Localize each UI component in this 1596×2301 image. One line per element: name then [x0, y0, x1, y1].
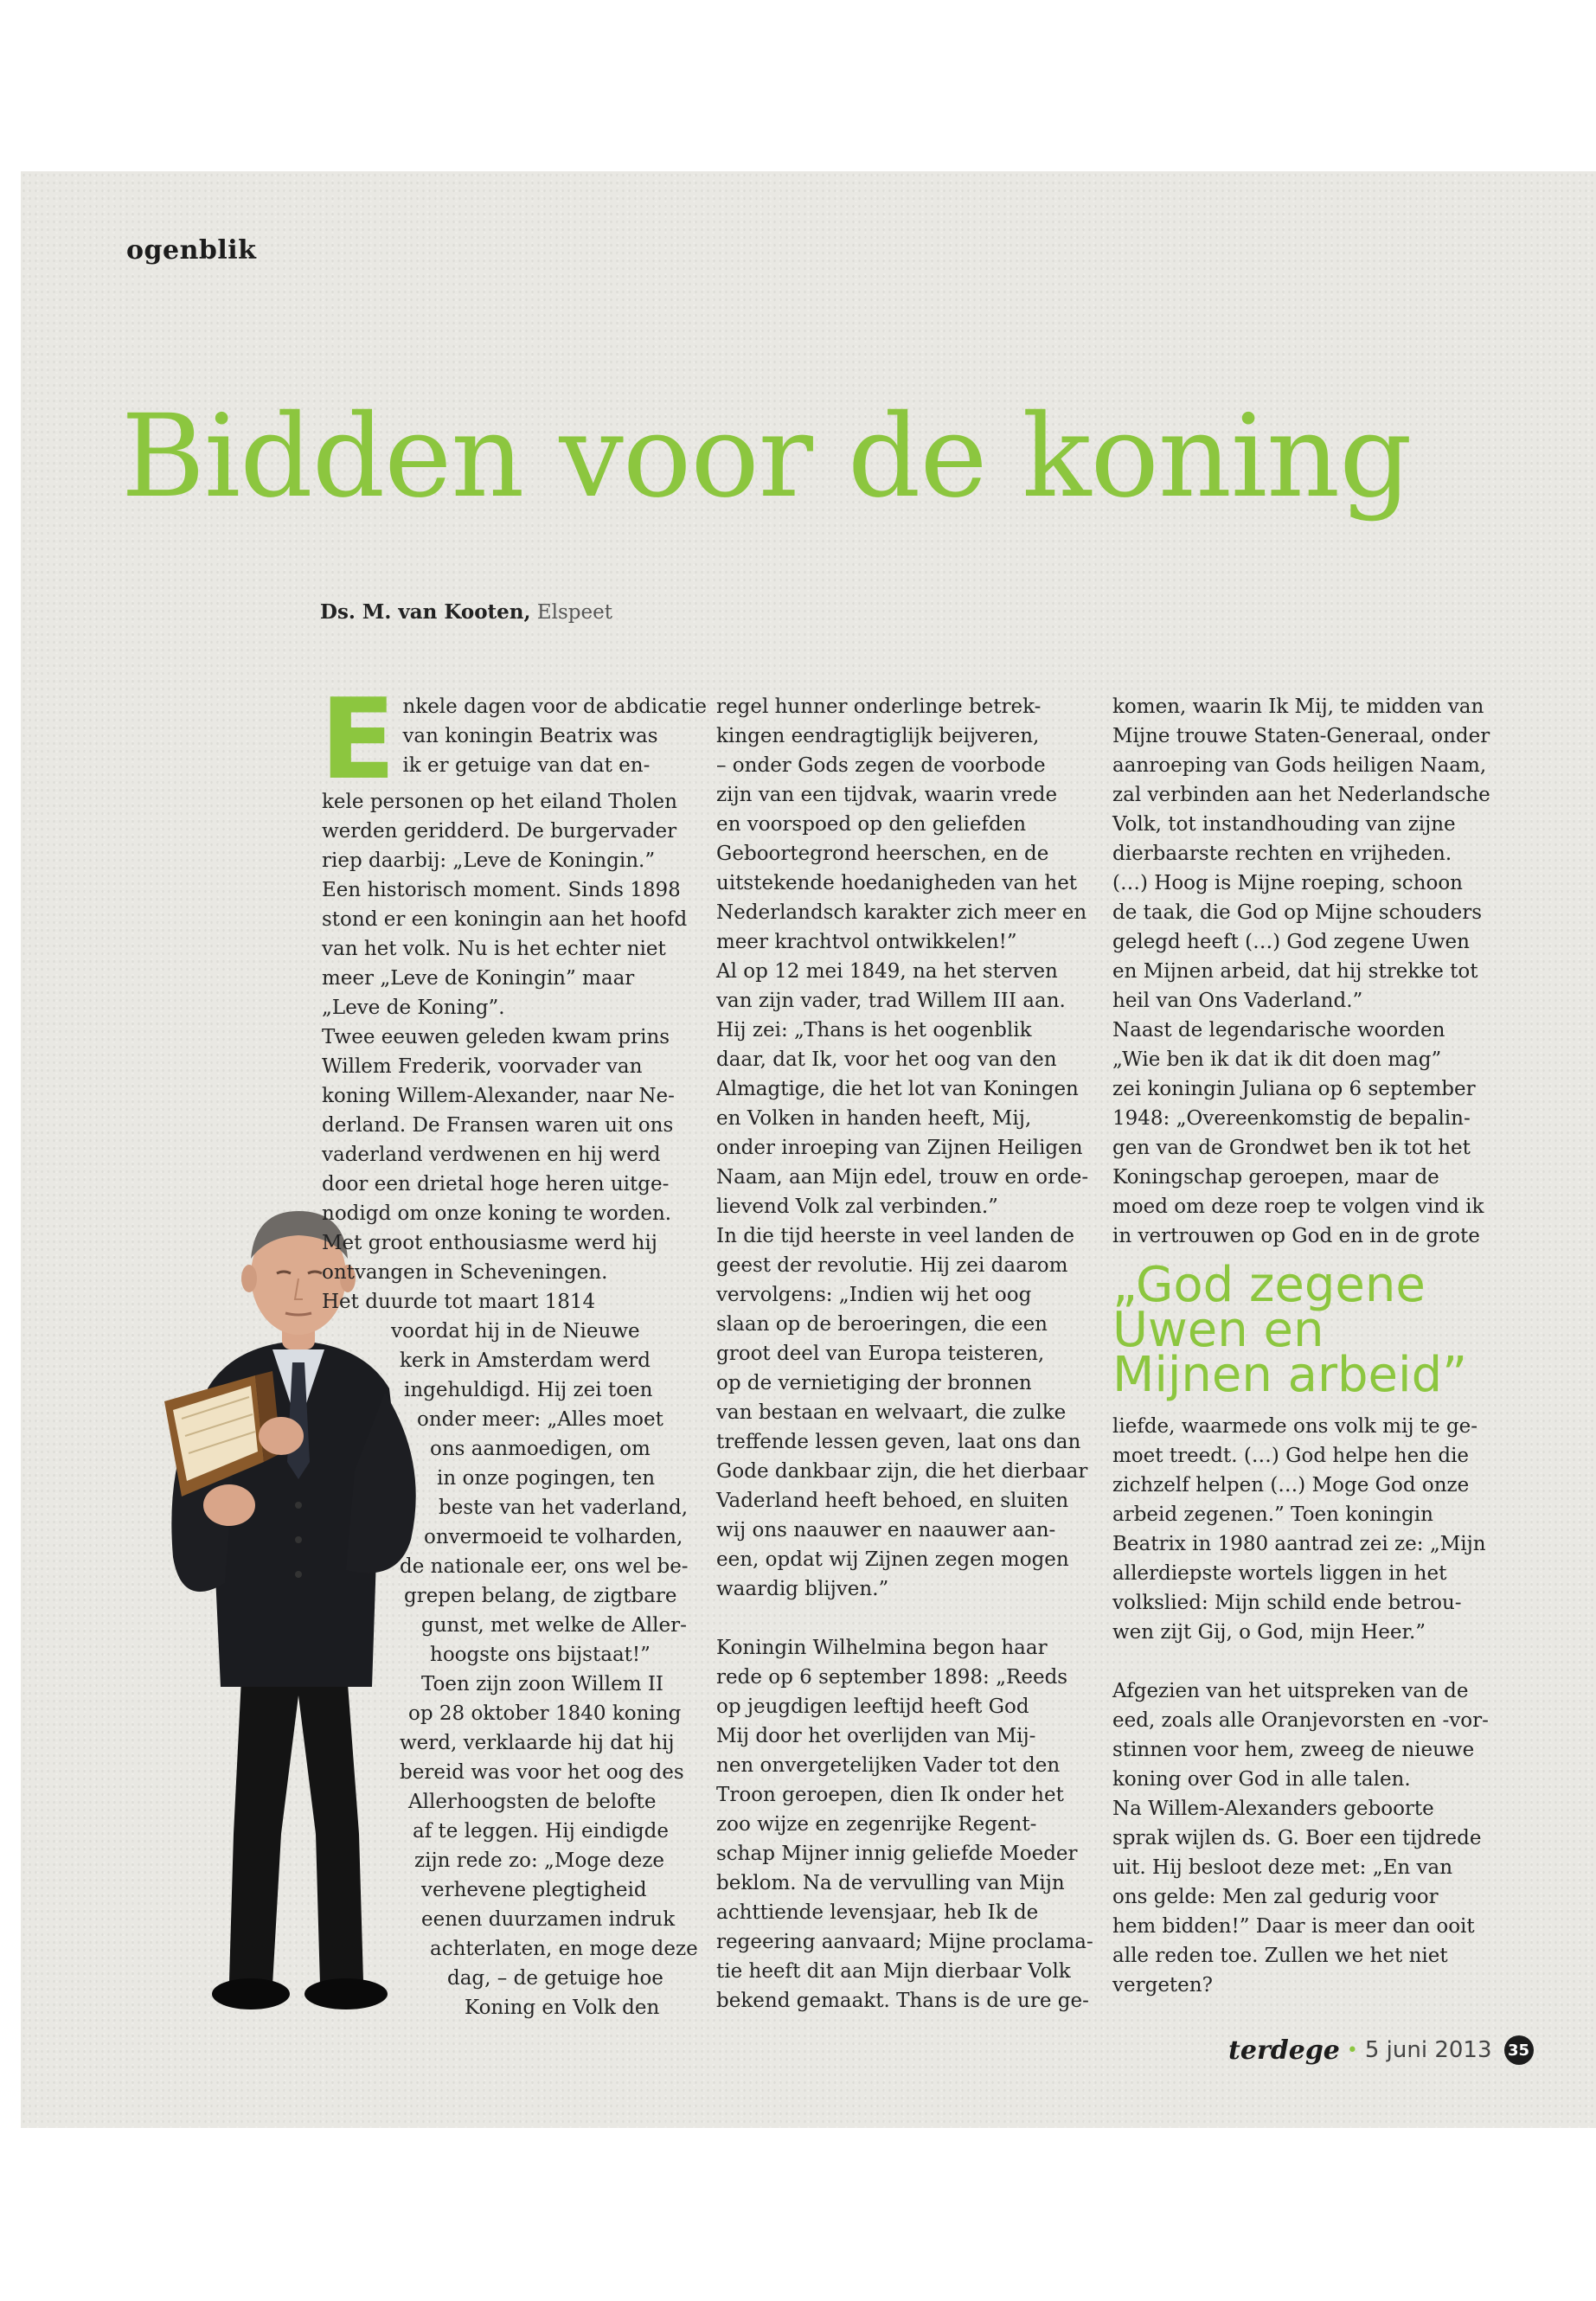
text-line: tie heeft dit aan Mijn dierbaar Volk: [716, 1960, 1071, 1983]
text-line: ingehuldigd. Hij zei toen: [404, 1379, 653, 1401]
text-line: meer krachtvol ontwikkelen!”: [716, 931, 1017, 953]
magazine-brand: terdege: [1228, 2035, 1340, 2066]
paragraph: [1112, 692, 1490, 1016]
text-line: ons gelde: Men zal gedurig voor: [1112, 1886, 1439, 1908]
text-line: Hij zei: „Thans is het oogenblik: [716, 1019, 1032, 1042]
text-line: koning over God in alle talen.: [1112, 1768, 1411, 1791]
text-line: Het duurde tot maart 1814: [322, 1291, 596, 1313]
text-line: gen van de Grondwet ben ik tot het: [1112, 1137, 1471, 1159]
text-line: Volk, tot instandhouding van zijne: [1112, 813, 1456, 836]
text-line: regel hunner onderlinge betrek-: [716, 695, 1042, 718]
text-line: 1948: „Overeenkomstig de bepalin-: [1112, 1107, 1471, 1130]
text-line: stond er een koningin aan het hoofd: [322, 908, 688, 931]
text-line: verhevene plegtigheid: [421, 1879, 647, 1901]
text-line: dierbaarste rechten en vrijheden.: [1112, 843, 1452, 865]
text-line: Allerhoogsten de belofte: [408, 1791, 657, 1813]
text-line: Nederlandsch karakter zich meer en: [716, 901, 1087, 924]
text-line: vergeten?: [1112, 1974, 1213, 1997]
text-line: Koningschap geroepen, maar de: [1112, 1166, 1439, 1189]
text-line: moet treedt. (…) God helpe hen die: [1112, 1445, 1470, 1467]
text-line: achttiende levensjaar, heb Ik de: [716, 1901, 1039, 1924]
text-line: derland. De Fransen waren uit ons: [322, 1114, 674, 1137]
text-line: wij ons naauwer en naauwer aan-: [716, 1519, 1056, 1541]
text-line: Afgezien van het uitspreken van de: [1112, 1680, 1469, 1702]
section-label: ogenblik: [126, 235, 257, 266]
text-line: beste van het vaderland,: [439, 1497, 689, 1519]
paragraph: [1112, 1016, 1484, 1251]
text-line: zal verbinden aan het Nederlandsche: [1112, 784, 1490, 806]
headline: Bidden voor de koning: [121, 390, 1412, 523]
text-line: Een historisch moment. Sinds 1898: [322, 879, 681, 901]
paragraph: [716, 692, 1086, 957]
text-line: de taak, die God op Mijne schouders: [1112, 901, 1483, 924]
text-line: Geboortegrond heerschen, en de: [716, 843, 1049, 865]
text-line: schap Mijner innig geliefde Moeder: [716, 1843, 1078, 1865]
text-line: beklom. Na de vervulling van Mijn: [716, 1872, 1065, 1894]
text-line: op 28 oktober 1840 koning: [408, 1702, 682, 1725]
text-line: en Mijnen arbeid, dat hij strekke tot: [1112, 960, 1478, 983]
text-line: Koningin Wilhelmina begon haar: [716, 1637, 1048, 1659]
text-line: van zijn vader, trad Willem III aan.: [716, 990, 1066, 1012]
text-line: voordat hij in de Nieuwe: [391, 1320, 640, 1343]
text-line: heil van Ons Vaderland.”: [1112, 990, 1363, 1012]
text-line: de nationale eer, ons wel be-: [400, 1555, 689, 1578]
text-line: „Leve de Koning”.: [322, 997, 505, 1019]
text-line: Mijne trouwe Staten-Generaal, onder: [1112, 725, 1490, 747]
text-line: zei koningin Juliana op 6 september: [1112, 1078, 1476, 1100]
text-line: nkele dagen voor de abdicatie: [402, 695, 707, 718]
text-line: door een drietal hoge heren uitge-: [322, 1173, 670, 1195]
byline-author: Ds. M. van Kooten,: [320, 600, 531, 624]
text-line: ontvangen in Scheveningen.: [322, 1261, 608, 1284]
text-line: Mij door het overlijden van Mij-: [716, 1725, 1036, 1747]
text-line: aanroeping van Gods heiligen Naam,: [1112, 754, 1487, 777]
text-line: Met groot enthousiasme werd hij: [322, 1232, 657, 1254]
text-line: komen, waarin Ik Mij, te midden van: [1112, 695, 1484, 718]
text-line: onder meer: „Alles moet: [417, 1408, 663, 1431]
article-column-2: [716, 692, 1093, 2016]
text-line: – onder Gods zegen de voorbode: [716, 754, 1046, 777]
text-line: Na Willem-Alexanders geboorte: [1112, 1798, 1434, 1820]
text-line: Vaderland heeft behoed, en sluiten: [716, 1490, 1069, 1512]
text-line: koning Willem-Alexander, naar Ne-: [322, 1085, 675, 1107]
text-line: vervolgens: „Indien wij het oog: [716, 1284, 1032, 1306]
text-line: in vertrouwen op God en in de grote: [1112, 1225, 1480, 1247]
text-line: onder inroeping van Zijnen Heiligen: [716, 1137, 1083, 1159]
page-footer: [1228, 2033, 1534, 2067]
text-line: moed om deze roep te volgen vind ik: [1112, 1195, 1484, 1218]
text-line: gelegd heeft (…) God zegene Uwen: [1112, 931, 1470, 953]
text-line: bereid was voor het oog des: [400, 1761, 684, 1784]
text-line: kingen eendragtiglijk beijveren,: [716, 725, 1040, 747]
text-line: groot deel van Europa teisteren,: [716, 1343, 1045, 1365]
text-line: vaderland verdwenen en hij werd: [322, 1144, 661, 1166]
text-line: op jeugdigen leeftijd heeft God: [716, 1695, 1029, 1718]
text-line: werden geridderd. De burgervader: [322, 820, 677, 843]
text-line: rede op 6 september 1898: „Reeds: [716, 1666, 1068, 1689]
text-line: uitstekende hoedanigheden van het: [716, 872, 1078, 894]
text-line: Naast de legendarische woorden: [1112, 1019, 1445, 1042]
text-line: (…) Hoog is Mijne roeping, schoon: [1112, 872, 1463, 894]
text-line: Toen zijn zoon Willem II: [421, 1673, 664, 1695]
paragraph: [322, 1022, 685, 1287]
text-line: Al op 12 mei 1849, na het sterven: [716, 960, 1058, 983]
text-line: dag, – de getuige hoe: [447, 1967, 663, 1990]
text-line: Mijnen arbeid”: [1112, 1347, 1468, 1403]
text-line: treffende lessen geven, laat ons dan: [716, 1431, 1081, 1453]
pull-quote: [1112, 1257, 1479, 1403]
text-line: van bestaan en welvaart, die zulke: [716, 1401, 1067, 1424]
text-line: gunst, met welke de Aller-: [421, 1614, 687, 1637]
text-line: riep daarbij: „Leve de Koningin.”: [322, 849, 656, 872]
byline-place: Elspeet: [536, 601, 612, 624]
text-line: uit. Hij besloot deze met: „En van: [1112, 1856, 1453, 1879]
text-line: ik er getuige van dat en-: [402, 754, 651, 777]
text-line: eed, zoals alle Oranjevorsten en -vor-: [1112, 1709, 1489, 1732]
text-line: in onze pogingen, ten: [437, 1467, 656, 1490]
text-line: meer „Leve de Koningin” maar: [322, 967, 635, 990]
page-number: 35: [1504, 2035, 1534, 2065]
paragraph: [1112, 1794, 1482, 2000]
text-line: onvermoeid te volharden,: [424, 1526, 683, 1548]
text-line: zoo wijze en zegenrijke Regent-: [716, 1813, 1037, 1836]
text-line: Twee eeuwen geleden kwam prins: [322, 1026, 670, 1048]
text-line: zijn van een tijdvak, waarin vrede: [716, 784, 1058, 806]
text-line: hoogste ons bijstaat!”: [430, 1644, 651, 1666]
text-line: Almagtige, die het lot van Koningen: [716, 1078, 1079, 1100]
article-column-1: [320, 676, 707, 2022]
text-line: lievend Volk zal verbinden.”: [716, 1195, 998, 1218]
paragraph: [716, 1633, 1093, 2016]
text-line: waardig blijven.”: [716, 1578, 889, 1600]
text-line: af te leggen. Hij eindigde: [413, 1820, 669, 1843]
text-line: kerk in Amsterdam werd: [400, 1349, 651, 1372]
text-line: stinnen voor hem, zweeg de nieuwe: [1112, 1739, 1475, 1761]
text-line: achterlaten, en moge deze: [430, 1938, 698, 1960]
text-line: werd, verklaarde hij dat hij: [400, 1732, 675, 1754]
paragraph: [716, 957, 1089, 1221]
text-line: eenen duurzamen indruk: [421, 1908, 676, 1931]
text-line: „Wie ben ik dat ik dit doen mag”: [1112, 1048, 1442, 1071]
text-line: Uwen en: [1112, 1302, 1324, 1358]
text-line: Koning en Volk den: [465, 1997, 660, 2019]
text-line: In die tijd heerste in veel landen de: [716, 1225, 1075, 1247]
text-line: Beatrix in 1980 aantrad zei ze: „Mijn: [1112, 1533, 1486, 1555]
text-line: ons aanmoedigen, om: [430, 1438, 651, 1460]
text-line: „God zegene: [1112, 1257, 1426, 1313]
text-line: slaan op de beroeringen, die een: [716, 1313, 1048, 1336]
text-line: arbeid zegenen.” Toen koningin: [1112, 1503, 1433, 1526]
text-line: zichzelf helpen (…) Moge God onze: [1112, 1474, 1470, 1497]
paragraph: [322, 1287, 689, 1670]
byline: [320, 600, 612, 624]
drop-cap: E: [320, 676, 396, 804]
text-line: volkslied: Mijn schild ende betrou-: [1112, 1592, 1462, 1614]
text-line: sprak wijlen ds. G. Boer een tijdrede: [1112, 1827, 1482, 1849]
text-line: grepen belang, de zigtbare: [404, 1585, 677, 1607]
text-line: wen zijt Gij, o God, mijn Heer.”: [1112, 1621, 1426, 1644]
text-line: allerdiepste wortels liggen in het: [1112, 1562, 1447, 1585]
text-line: geest der revolutie. Hij zei daarom: [716, 1254, 1068, 1277]
text-line: Willem Frederik, voorvader van: [322, 1055, 643, 1078]
text-line: alle reden toe. Zullen we het niet: [1112, 1945, 1448, 1967]
text-line: regeering aanvaard; Mijne proclama-: [716, 1931, 1093, 1953]
paragraph: [1112, 1676, 1489, 1794]
footer-separator: •: [1346, 2039, 1358, 2061]
paragraph: [322, 1670, 698, 2022]
text-line: Naam, aan Mijn edel, trouw en orde-: [716, 1166, 1089, 1189]
text-line: een, opdat wij Zijnen zegen mogen: [716, 1548, 1069, 1571]
text-line: bekend gemaakt. Thans is de ure ge-: [716, 1990, 1089, 2012]
text-line: en Volken in handen heeft, Mij,: [716, 1107, 1032, 1130]
issue-date: 5 juni 2013: [1364, 2037, 1492, 2063]
text-line: van het volk. Nu is het echter niet: [322, 938, 666, 960]
paragraph: [322, 787, 688, 1022]
text-line: Troon geroepen, dien Ik onder het: [716, 1784, 1064, 1806]
text-line: nen onvergetelijken Vader tot den: [716, 1754, 1061, 1777]
text-line: zijn rede zo: „Moge deze: [414, 1849, 665, 1872]
text-line: kele personen op het eiland Tholen: [322, 791, 677, 813]
text-line: liefde, waarmede ons volk mij te ge-: [1112, 1415, 1478, 1438]
text-line: Gode dankbaar zijn, die het dierbaar: [716, 1460, 1088, 1483]
text-line: nodigd om onze koning te worden.: [322, 1202, 672, 1225]
text-line: en voorspoed op den geliefden: [716, 813, 1027, 836]
text-line: hem bidden!” Daar is meer dan ooit: [1112, 1915, 1475, 1938]
text-line: van koningin Beatrix was: [402, 725, 658, 747]
article-column-3: [1112, 692, 1490, 2000]
text-line: daar, dat Ik, voor het oog van den: [716, 1048, 1057, 1071]
paragraph: [716, 1221, 1086, 1604]
paragraph: [1112, 1412, 1486, 1647]
text-line: op de vernietiging der bronnen: [716, 1372, 1032, 1394]
